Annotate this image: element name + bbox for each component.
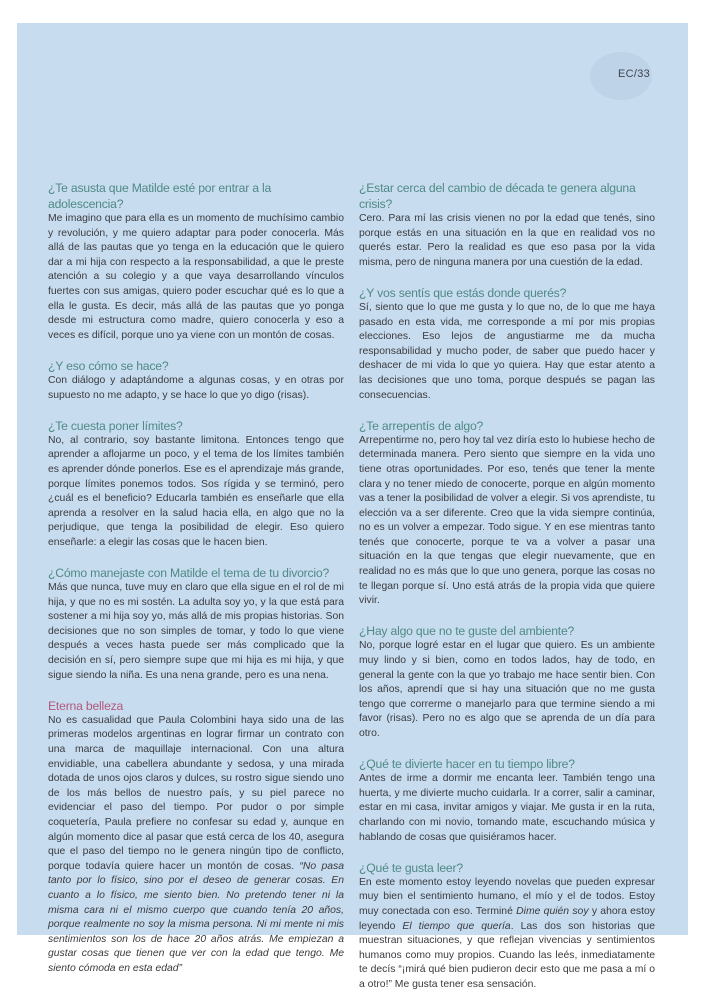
answer-paragraph bbox=[359, 212, 655, 270]
interview-section bbox=[359, 623, 655, 741]
interview-section bbox=[48, 180, 344, 343]
interview-section bbox=[48, 698, 344, 977]
interview-question: ¿Qué te divierte hacer en tu tiempo libre? bbox=[359, 757, 575, 772]
answer-paragraph bbox=[359, 639, 655, 741]
body-text: Con diálogo y adaptándome a algunas cosas, y en otras por supuesto no me adapto, y se hace lo que yo digo (risas). bbox=[48, 374, 344, 401]
body-text: Sí, siento que lo que me gusta y lo que no, de lo que me haya pasado en esta vida, me corresponde a mí por mis propias elecciones. Eso lejos de angustiarme me da mucha responsabilidad y mucho poder, de saber que puedo hacer y deshacer de mi vida lo que yo quiera. Hay que estar atento a las decisiones que uno toma, porque después se pagan las consecuencias. bbox=[359, 301, 655, 401]
interview-section bbox=[359, 860, 655, 993]
italic-text: Dime quién soy bbox=[516, 905, 589, 917]
interview-question: ¿Te cuesta poner límites? bbox=[48, 418, 183, 433]
section-heading: Eterna belleza bbox=[48, 698, 124, 713]
answer-paragraph bbox=[48, 714, 344, 977]
page-number: EC/33 bbox=[618, 68, 651, 80]
body-text: Cero. Para mí las crisis vienen no por la edad que tenés, sino porque estás en una situación en la que en realidad vos no querés estar. Pero la realidad es que eso pasa por la vida misma, pero de ninguna manera por una cuestión de la edad. bbox=[359, 213, 655, 268]
answer-paragraph bbox=[359, 301, 655, 403]
answer-paragraph bbox=[48, 212, 344, 343]
interview-question: ¿Cómo manejaste con Matilde el tema de tu divorcio? bbox=[48, 566, 330, 581]
interview-section bbox=[359, 418, 655, 609]
body-text: y ahora estoy leyendo bbox=[359, 905, 655, 932]
interview-section bbox=[359, 756, 655, 845]
interview-section bbox=[359, 285, 655, 403]
interview-section bbox=[48, 418, 344, 551]
interview-question: ¿Y eso cómo se hace? bbox=[48, 358, 169, 373]
interview-section bbox=[48, 358, 344, 403]
interview-section bbox=[48, 565, 344, 683]
body-text: En este momento estoy leyendo novelas que pueden expresar muy bien el sentimiento humano, el mío y el de todos. Estoy muy conectada con eso. Terminé bbox=[359, 876, 655, 917]
answer-paragraph bbox=[359, 772, 655, 845]
interview-question: ¿Qué te gusta leer? bbox=[359, 860, 463, 875]
interview-section bbox=[359, 180, 655, 270]
body-text: . Las dos son historias que muestran situaciones, y que reflejan vivencias y sentimientos humanos como muy propios. Cuando las leés, inmediatamente te decís “¡mirá qué bien pudieron decir esto que me pasa a mí o a otro!” Me gusta tener esa sensación. bbox=[359, 920, 655, 990]
answer-paragraph bbox=[359, 876, 655, 993]
answer-paragraph bbox=[48, 581, 344, 683]
answer-paragraph bbox=[48, 434, 344, 551]
body-text: No, al contrario, soy bastante limitona. Entonces tengo que aprender a aflojarme un poco, y el tema de los límites también es aprender dónde ponerlos. Ese es el aprendizaje más grande, porque límites ponemos todos. Sos rígida y se terminó, pero ¿cuál es el beneficio? Educarla también es enseñarle que ella aprenda a resolver en la salud hacia ella, en algo que no la perjudique, que tenga la posibilidad de elegir. Eso quiero enseñarle: a elegir las cosas que le hacen bien. bbox=[48, 434, 344, 548]
interview-question: ¿Te arrepentís de algo? bbox=[359, 418, 484, 433]
italic-text: El tiempo que quería bbox=[402, 920, 511, 932]
interview-question: ¿Te asusta que Matilde esté por entrar a la adolescencia? bbox=[48, 181, 272, 211]
body-text: No, porque logré estar en el lugar que quiero. Es un ambiente muy lindo y si bien, como en todos lados, hay de todo, en general la gente con la que yo trabajo me hace sentir bien. Con los años, aprendí que si hay una situación que no me gusta tengo que correrme o manejarlo para que termine siendo a mi favor (risas). Pero no es algo que se aprenda de un día para otro. bbox=[359, 640, 655, 739]
answer-paragraph bbox=[48, 374, 344, 403]
interview-question: ¿Y vos sentís que estás donde querés? bbox=[359, 285, 567, 300]
body-text: Me imagino que para ella es un momento de muchísimo cambio y revolución, y me quiero adaptar para poder conocerla. Más allá de las pautas que yo tenga en la educación que le quiero dar a mi hija con respecto a la responsabilidad, a que le preste atención a su colegio y a que vaya desarrollando vínculos fuertes con sus amigas, quiero poder escuchar qué es lo que a ella le gusta. Es decir, más allá de las pautas que yo ponga desde mi estructura como madre, quiero conocerla y eso a veces es difícil, porque uno ya viene con un montón de cosas. bbox=[48, 213, 344, 341]
interview-question: ¿Estar cerca del cambio de década te genera alguna crisis? bbox=[359, 181, 636, 211]
answer-paragraph bbox=[359, 434, 655, 609]
left-column bbox=[48, 180, 344, 991]
italic-text: “No pasa tanto por lo físico, sino por el deseo de generar cosas. En cuanto a lo físico, me siento bien. No pretendo tener ni la misma cara ni el mismo cuerpo que cuando tenía 20 años, porque realmente no soy la misma persona. Ni mi mente ni mis sentimientos son los de hace 20 años atrás. Me empiezan a gustar cosas que tienen que ver con la edad que tengo. Me siento cómoda en esta edad” bbox=[48, 860, 344, 974]
interview-question: ¿Hay algo que no te guste del ambiente? bbox=[359, 624, 575, 639]
body-text: Más que nunca, tuve muy en claro que ella sigue en el rol de mi hija, y que no es mi sostén. La adulta soy yo, y la que está para sostener a mi hija soy yo, más allá de mis propias historias. Son decisiones que no son simples de tomar, y todo lo que viene después a veces hasta puede ser más complicado que la decisión en sí, pero siempre supe que mi hija es mi hija, y que sigue siendo la niña. Es una nena grande, pero es una nena. bbox=[48, 582, 344, 681]
body-text: No es casualidad que Paula Colombini haya sido una de las primeras modelos argentinas en lograr firmar un contrato con una marca de maquillaje internacional. Con una altura envidiable, una cabellera abundante y sedosa, y una mirada dotada de unos ojos claros y dulces, su rostro sigue siendo uno de los más bellos de nuestro país, y su piel parece no evidenciar el paso del tiempo. Por pudor o por simple coquetería, Paula prefiere no confesar su edad y, aunque en algún momento dice al pasar que está cerca de los 40, asegura que el paso del tiempo no le genera ningún tipo de conflicto, porque todavía quiere hacer un montón de cosas. bbox=[48, 714, 344, 872]
right-column bbox=[359, 180, 655, 1007]
body-text: Arrepentirme no, pero hoy tal vez diría esto lo hubiese hecho de determinada manera. Pero siento que siempre en la vida uno tiene otras oportunidades. Por eso, tenés que tener la mente clara y no tener miedo de conocerte, porque en algún momento vas a tener la posibilidad de volver a elegir. Si vos aprendiste, tu elección va a ser diferente. Creo que la vida siempre continúa, no es un volver a empezar. Todo sigue. Y en ese mientras tanto tenés que conocerte, porque te va a volver a pasar una situación en la que tengas que elegir nuevamente, que en realidad no es más que lo que uno genera, porque las cosas no te llegan porque sí. Uno está atrás de la propia vida que quiere vivir. bbox=[359, 434, 655, 607]
body-text: Antes de irme a dormir me encanta leer. También tengo una huerta, y me divierte mucho cuidarla. Ir a correr, salir a caminar, estar en mi casa, invitar amigos y viajar. Me gusta ir en la ruta, charlando con mi novio, tomando mate, escuchando música y hablando de cosas que quisiéramos hacer. bbox=[359, 773, 655, 843]
